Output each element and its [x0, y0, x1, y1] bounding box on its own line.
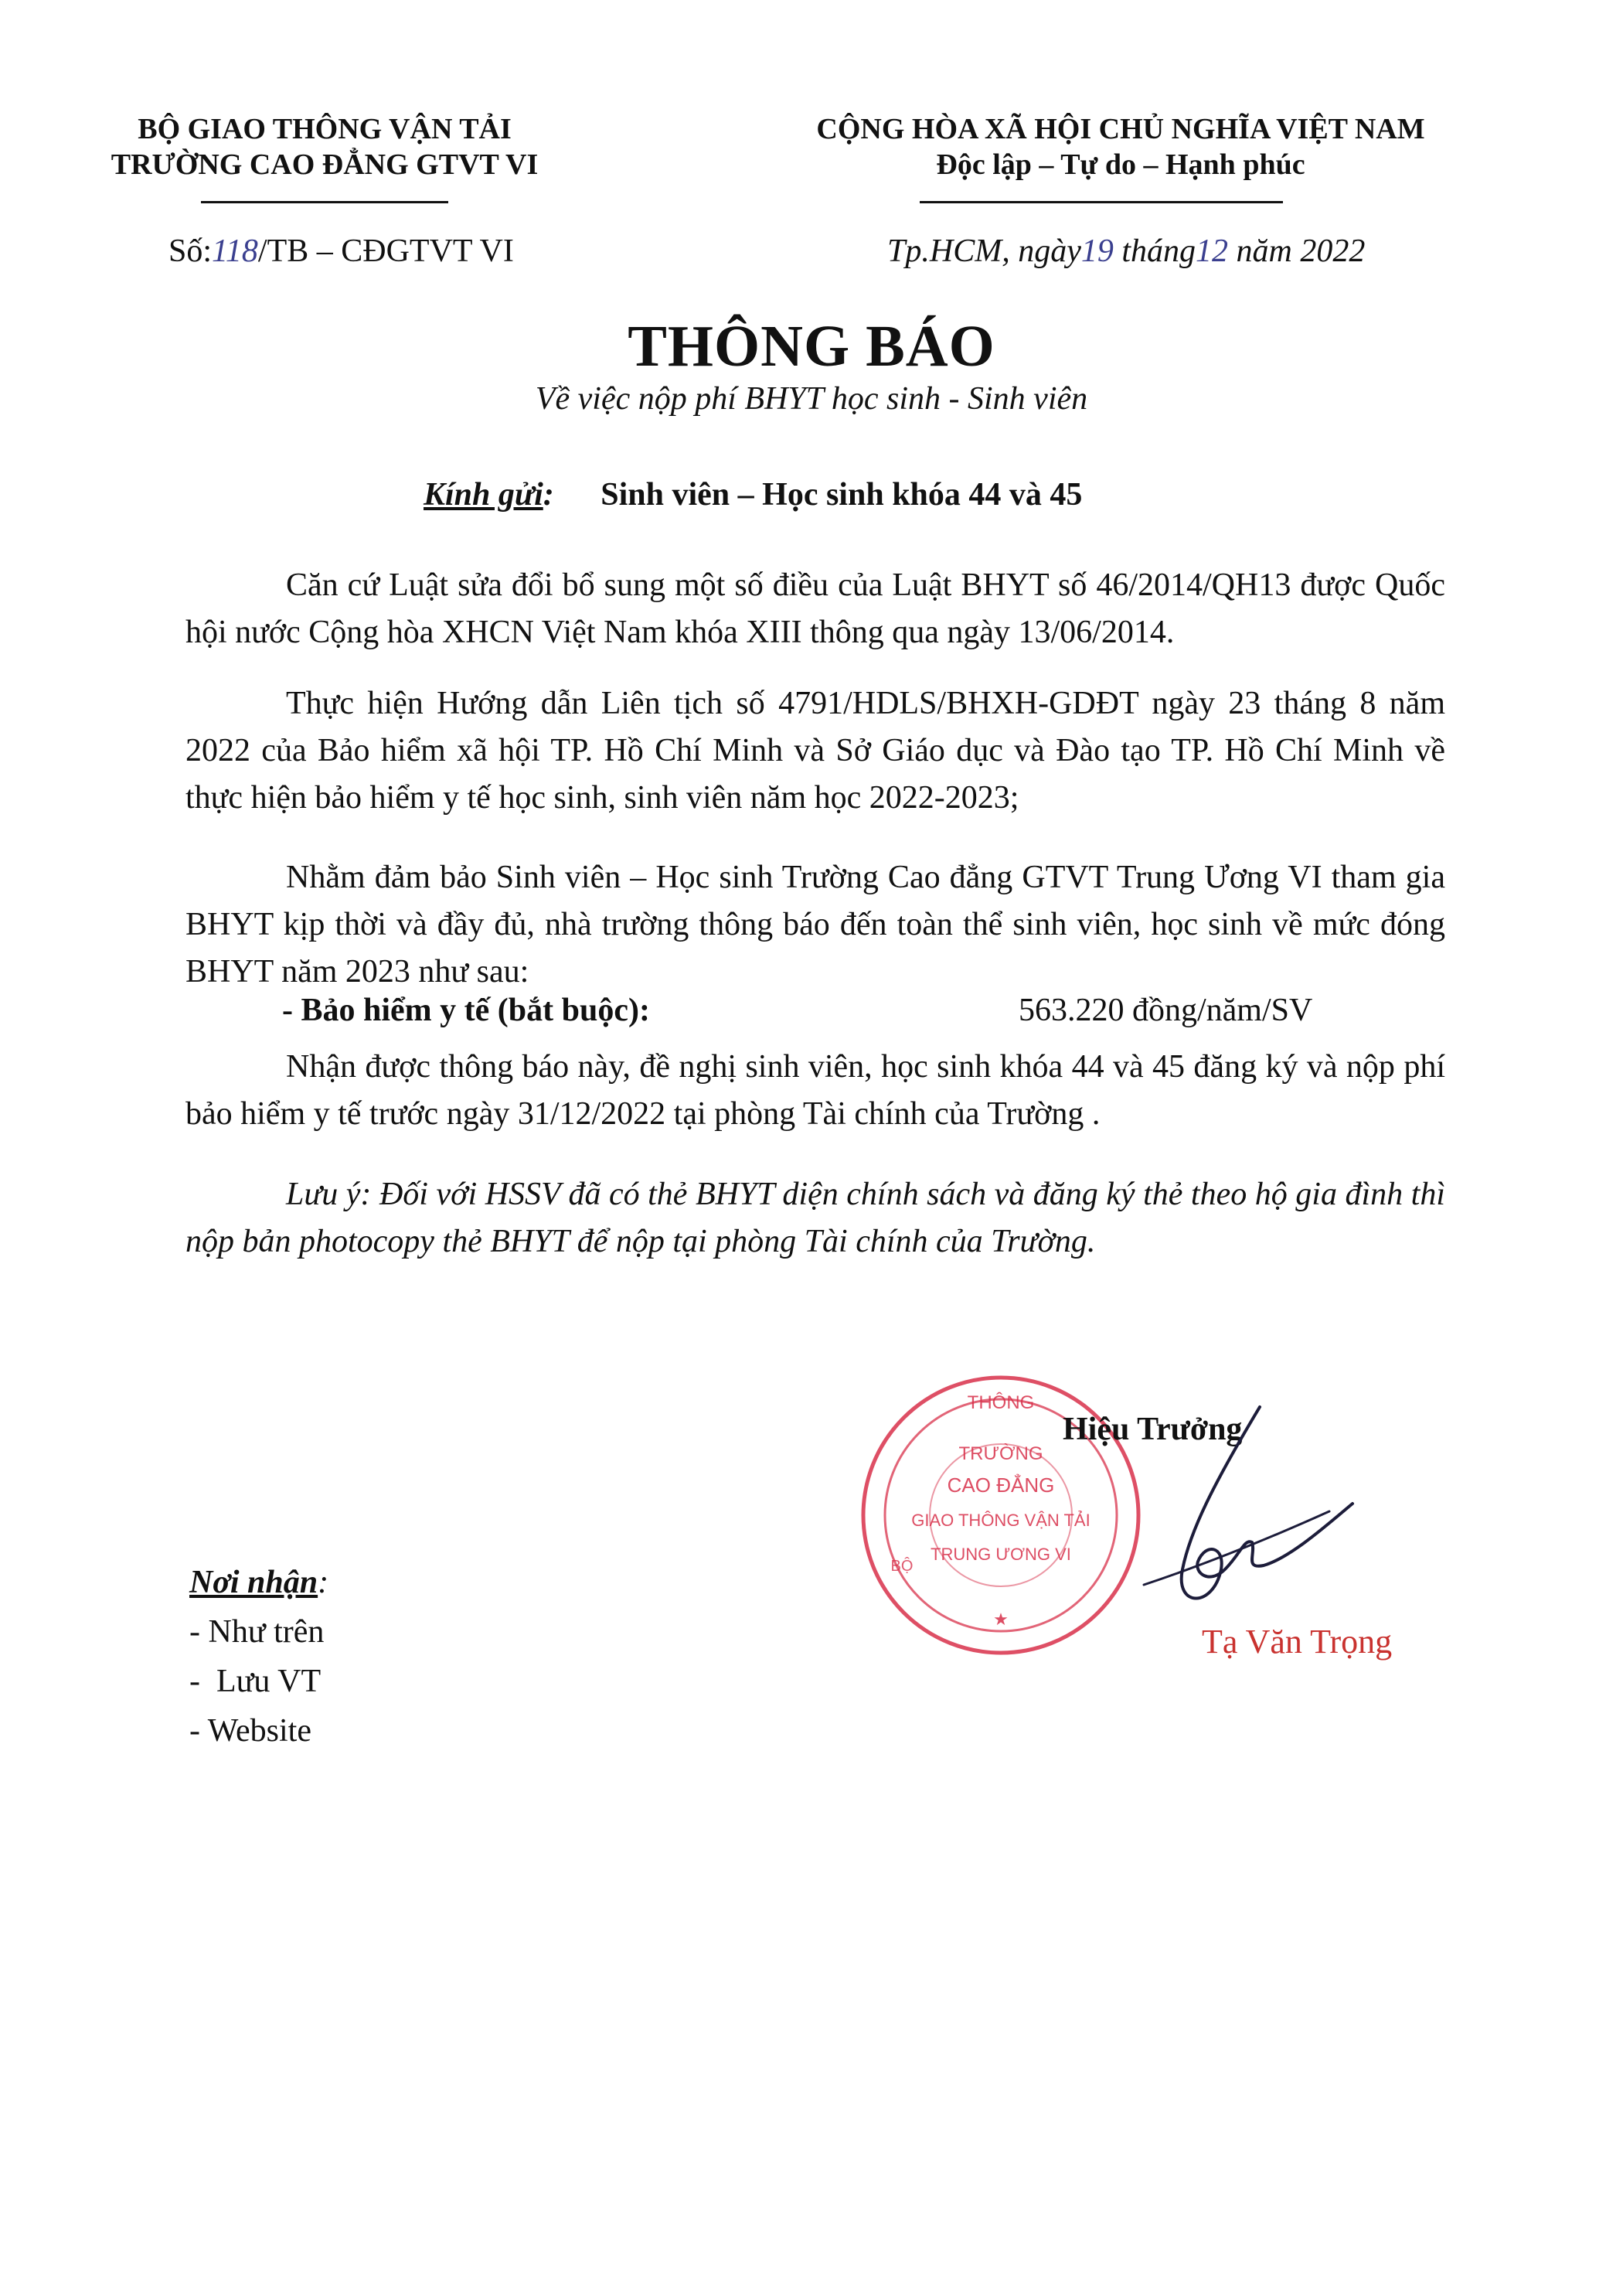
paragraph-request: Nhận được thông báo này, đề nghị sinh viên, học sinh khóa 44 và 45 đăng ký và nộp phí bảo hiểm y tế trước ngày 31/12/2022 tại phòng Tài chính của Trường . [185, 1049, 1445, 1132]
recipient-item: - Như trên [189, 1614, 325, 1650]
svg-text:THÔNG: THÔNG [967, 1392, 1035, 1413]
document-number [168, 232, 514, 271]
date-month: 12 [1196, 233, 1229, 269]
recipient-item: - Website [189, 1713, 311, 1749]
date-month-label: tháng [1121, 233, 1196, 269]
addressee-text: Sinh viên – Học sinh khóa 44 và 45 [601, 477, 1083, 513]
date-year: năm 2022 [1236, 233, 1366, 269]
note-text: Đối với HSSV đã có thẻ BHYT diện chính sách và đăng ký thẻ theo hộ gia đình thì nộp bản photocopy thẻ BHYT để nộp tại phòng Tài chính của Trường. [185, 1177, 1445, 1259]
svg-text:★: ★ [993, 1610, 1009, 1630]
document-title: THÔNG BÁO [628, 314, 995, 379]
fee-label: - Bảo hiểm y tế (bắt buộc): [282, 993, 650, 1028]
number-suffix: /TB – CĐGTVT VI [257, 233, 514, 269]
paragraph-note [185, 1171, 1445, 1266]
recipients-label: Nơi nhận: [189, 1565, 329, 1600]
note-prefix: Lưu ý: [286, 1177, 372, 1212]
addressee-line: Kính gửi: Sinh viên – Học sinh khóa 44 và 45 [424, 477, 1083, 513]
svg-text:GIAO THÔNG VẬN TẢI: GIAO THÔNG VẬN TẢI [911, 1511, 1091, 1530]
date-place: Tp.HCM, ngày [887, 233, 1081, 269]
date-day: 19 [1080, 233, 1114, 269]
nation-name: CỘNG HÒA XÃ HỘI CHỦ NGHĨA VIỆT NAM [816, 113, 1425, 145]
svg-text:CAO ĐẲNG: CAO ĐẲNG [947, 1473, 1055, 1497]
issuer-underline [201, 201, 448, 203]
svg-text:BỘ: BỘ [890, 1558, 914, 1575]
fee-value: 563.220 đồng/năm/SV [1019, 993, 1313, 1028]
paragraph-purpose: Nhằm đảm bảo Sinh viên – Học sinh Trường Cao đẳng GTVT Trung Ương VI tham gia BHYT kịp thời và đầy đủ, nhà trường thông báo đến toàn thể sinh viên, học sinh về mức đóng BHYT năm 2023 như sau: [185, 860, 1445, 990]
issue-date [887, 232, 1365, 271]
handwritten-signature [1097, 1376, 1360, 1639]
motto-underline [920, 201, 1283, 203]
paragraph-guideline: Thực hiện Hướng dẫn Liên tịch số 4791/HDLS/BHXH-GDĐT ngày 23 tháng 8 năm 2022 của Bảo hiểm xã hội TP. Hồ Chí Minh và Sở Giáo dục và Đào tạo TP. Hồ Chí Minh về thực hiện bảo hiểm y tế học sinh, sinh viên năm học 2022-2023; [185, 686, 1445, 816]
number-prefix: Số: [168, 233, 213, 269]
national-motto: Độc lập – Tự do – Hạnh phúc [936, 148, 1305, 181]
document-subtitle: Về việc nộp phí BHYT học sinh - Sinh viên [535, 381, 1088, 417]
svg-text:TRUNG ƯƠNG VI: TRUNG ƯƠNG VI [931, 1545, 1071, 1564]
signer-name: Tạ Văn Trọng [1202, 1623, 1393, 1661]
svg-text:TRƯỜNG: TRƯỜNG [958, 1443, 1043, 1464]
signer-title: Hiệu Trưởng [1063, 1412, 1243, 1447]
recipients-block [189, 1558, 328, 1756]
paragraph-legal-basis: Căn cứ Luật sửa đổi bổ sung một số điều của Luật BHYT số 46/2014/QH13 được Quốc hội nước Cộng hòa XHCN Việt Nam khóa XIII thông qua ngày 13/06/2014. [185, 567, 1445, 650]
national-header [773, 112, 1468, 182]
school-name: TRƯỜNG CAO ĐẲNG GTVT VI [111, 148, 539, 181]
issuer-block [85, 112, 564, 182]
addressee-label: Kính gửi [424, 477, 543, 513]
number-handwritten: 118 [212, 233, 258, 269]
recipient-item: - Lưu VT [189, 1664, 322, 1699]
ministry-name: BỘ GIAO THÔNG VẬN TẢI [138, 113, 512, 145]
